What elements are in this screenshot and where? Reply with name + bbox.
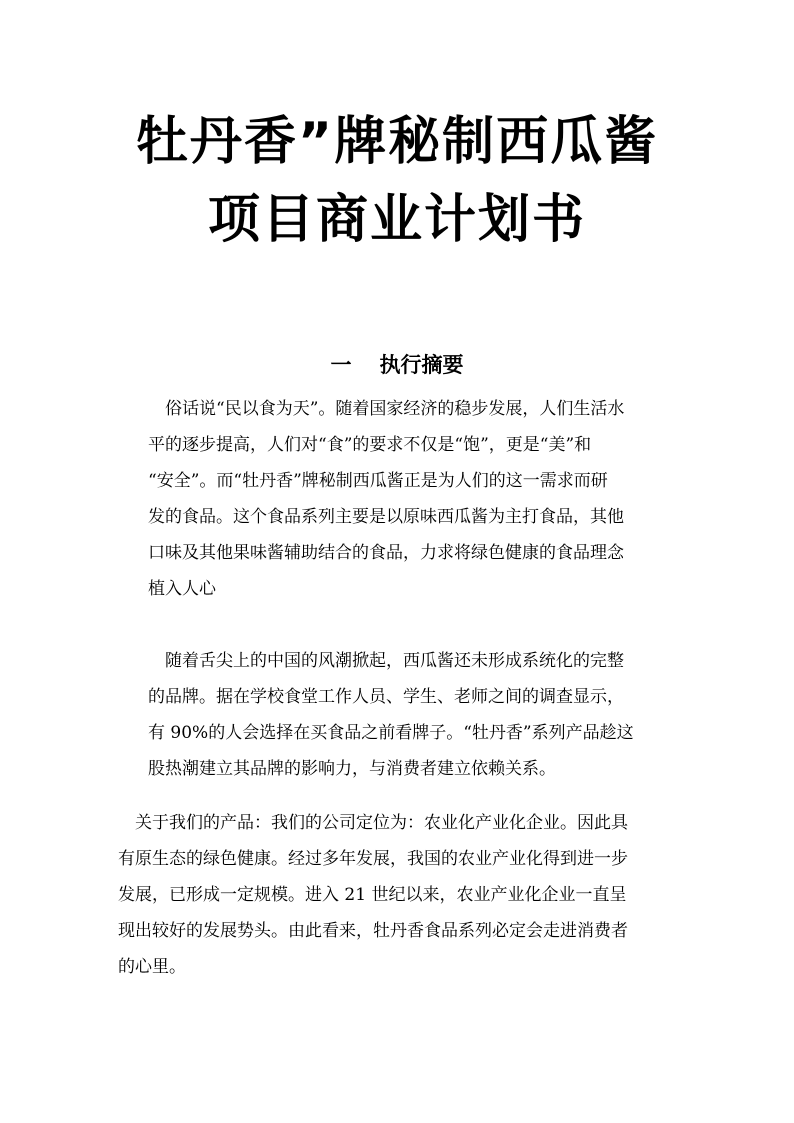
- section-heading: [0, 354, 794, 375]
- section-number: 一: [330, 352, 352, 377]
- paragraph-line: 有原生态的绿色健康。经过多年发展，我国的农业产业化得到进一步: [118, 849, 628, 869]
- paragraph-line: 现出较好的发展势头。由此看来，牡丹香食品系列必定会走进消费者: [118, 921, 628, 941]
- paragraph-line: 平的逐步提高，人们对“食”的要求不仅是“饱”，更是“美”和: [148, 435, 592, 455]
- paragraph-line: 的品牌。据在学校食堂工作人员、学生、老师之间的调查显示，: [148, 687, 624, 707]
- paragraph-line: 关于我们的产品：我们的公司定位为：农业化产业化企业。因此具: [118, 813, 628, 833]
- paragraph-2: [148, 643, 634, 787]
- paragraph-line: 有 90%的人会选择在买食品之前看牌子。“牡丹香”系列产品趁这: [148, 723, 634, 743]
- paragraph-1: [148, 391, 624, 607]
- document-title-line-2: 项目商业计划书: [207, 190, 586, 250]
- paragraph-line: 随着舌尖上的中国的风潮掀起，西瓜酱还未形成系统化的完整: [148, 651, 624, 671]
- paragraph-3: [118, 805, 628, 985]
- paragraph-line: 发的食品。这个食品系列主要是以原味西瓜酱为主打食品，其他: [148, 507, 624, 527]
- paragraph-line: 的心里。: [118, 957, 186, 977]
- paragraph-line: 植入人心: [148, 579, 216, 599]
- paragraph-line: 俗话说“民以食为天”。随着国家经济的稳步发展，人们生活水: [148, 399, 625, 419]
- paragraph-line: 发展，已形成一定规模。进入 21 世纪以来，农业产业化企业一直呈: [118, 885, 627, 905]
- paragraph-line: 口味及其他果味酱辅助结合的食品，力求将绿色健康的食品理念: [148, 543, 624, 563]
- section-heading-text: 执行摘要: [379, 352, 464, 377]
- paragraph-line: 股热潮建立其品牌的影响力，与消费者建立依赖关系。: [148, 759, 556, 779]
- document-title-line-1: 牡丹香”牌秘制西瓜酱: [135, 112, 659, 172]
- paragraph-line: “安全”。而“牡丹香”牌秘制西瓜酱正是为人们的这一需求而研: [148, 471, 608, 491]
